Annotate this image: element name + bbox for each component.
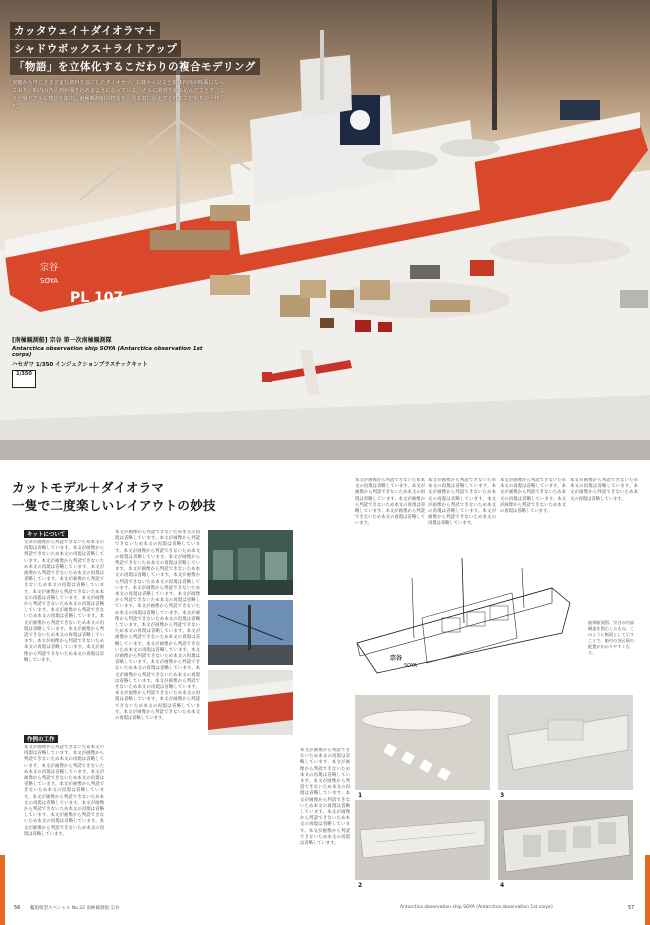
- photo-engine-room: [208, 530, 293, 595]
- body-column-8: 本文が画像から判読できないため本文の再現は省略しています。本文が画像から判読できないため本文の再現は省略しています。: [570, 478, 638, 502]
- photo-mast: [208, 600, 293, 665]
- build-photo-3: [498, 695, 633, 790]
- article-title-2: 一隻で二度楽しいレイアウトの妙技: [12, 498, 216, 513]
- left-edge-marker: [0, 855, 5, 925]
- hero-title-1: カッタウェイ＋ダイオラマ＋: [10, 22, 160, 39]
- build-photo-2: [355, 800, 490, 880]
- step-number-1: 1: [358, 792, 363, 799]
- caption-jp: [南極観測船] 宗谷 第一次南極観測隊: [12, 337, 112, 344]
- body-column-5: 本文が画像から判読できないため本文の再現は省略しています。本文が画像から判読できないため本文の再現は省略しています。本文が画像から判読できないため本文の再現は省略しています。本文が画像から判読できないため本文の再現は省略しています。: [355, 478, 425, 527]
- diagram-caption: 船体断面図。宗谷の内部構造を図示したもの。このように断面として示すことで、船内の各区画の配置がわかりやすくなる。: [588, 620, 635, 655]
- section-heading-kit: キットについて: [24, 530, 68, 538]
- build-photo-4: [498, 800, 633, 880]
- body-column-6: 本文が画像から判読できないため本文の再現は省略しています。本文が画像から判読できないため本文の再現は省略しています。本文が画像から判読できないため本文の再現は省略しています。本文が画像から判読できないため本文の再現は省略しています。: [428, 478, 496, 527]
- svg-text:SOYA: SOYA: [404, 663, 417, 669]
- hero-photo: [0, 0, 650, 460]
- step-number-4: 4: [500, 882, 505, 889]
- step-number-3: 3: [500, 792, 505, 799]
- body-column-1a: 文章が画像から判読できないため本文の再現は省略しています。本文が画像から判読できないため本文の再現は省略しています。本文が画像から判読できないため本文の再現は省略しています。本文が画像から判読できないため本文の再現は省略しています。本文が画像から判読できないため本文の再現は省略しています。本文が画像から判読できないため本文の再現は省略しています。本文が画像から判読できないため本文の再現は省略しています。本文が画像から判読できないため本文の再現は省略しています。本文が画像から判読できないため本文の再現は省略しています。本文が画像から判読できないため本文の再現は省略しています。本文が画像から判読できないため本文の再現は省略しています。本文が画像から判読できないため本文の再現は省略しています。: [24, 540, 104, 663]
- section-heading-build: 作例の工作: [24, 735, 58, 743]
- page-number-right: 57: [628, 905, 635, 911]
- photo-ship-hull: [208, 670, 293, 735]
- body-column-1b: 本文が画像から判読できないため本文の再現は省略しています。本文が画像から判読できないため本文の再現は省略しています。本文が画像から判読できないため本文の再現は省略しています。本文が画像から判読できないため本文の再現は省略しています。本文が画像から判読できないため本文の再現は省略しています。本文が画像から判読できないため本文の再現は省略しています。本文が画像から判読できないため本文の再現は省略しています。本文が画像から判読できないため本文の再現は省略しています。本文が画像から判読できないため本文の再現は省略しています。: [24, 745, 104, 837]
- step-notes-column: 本文が画像から判読できないため本文の再現は省略しています。本文が画像から判読できないため本文の再現は省略しています。本文が画像から判読できないため本文の再現は省略しています。本文が画像から判読できないため本文の再現は省略しています。本文が画像から判読できないため本文の再現は省略しています。本文が画像から判読できないため本文の再現は省略しています。: [300, 748, 350, 847]
- hero-title-2: シャドウボックス＋ライトアップ: [10, 40, 181, 57]
- hero-lead-text: 実艦から得たさまざまな資料を基にしたダイオラマ。右側から見ると船体内部が断面になっており、船内の各区画が覗き込めるようになっている。さらに照明を組み込んだことで、より一層リアルな情景を演出。南極観測船の物語を、見る者に伝えてくれるこだわりの一作だ。: [12, 80, 225, 110]
- body-column-2: 本文が画像から判読できないため本文の再現は省略しています。本文が画像から判読できないため本文の再現は省略しています。本文が画像から判読できないため本文の再現は省略しています。本文が画像から判読できないため本文の再現は省略しています。本文が画像から判読できないため本文の再現は省略しています。本文が画像から判読できないため本文の再現は省略しています。本文が画像から判読できないため本文の再現は省略しています。本文が画像から判読できないため本文の再現は省略しています。本文が画像から判読できないため本文の再現は省略しています。本文が画像から判読できないため本文の再現は省略しています。本文が画像から判読できないため本文の再現は省略しています。本文が画像から判読できないため本文の再現は省略しています。本文が画像から判読できないため本文の再現は省略しています。本文が画像から判読できないため本文の再現は省略しています。本文が画像から判読できないため本文の再現は省略しています。本文が画像から判読できないため本文の再現は省略しています。本文が画像から判読できないため本文の再現は省略しています。本文が画像から判読できないため本文の再現は省略しています。本文が画像から判読できないため本文の再現は省略しています。本文が画像から判読できないため本文の再現は省略しています。: [115, 530, 200, 722]
- right-edge-marker: [645, 855, 650, 925]
- hero-title-3: 「物語」を立体化するこだわりの複合モデリング: [10, 58, 260, 75]
- caption-en: Antarctica observation ship SOYA (Antarctica observation 1st corps): [12, 346, 203, 358]
- body-column-7: 本文が画像から判読できないため本文の再現は省略しています。本文が画像から判読できないため本文の再現は省略しています。本文が画像から判読できないため本文の再現は省略しています。: [500, 478, 566, 515]
- scale-badge: 1/350: [12, 370, 36, 388]
- hull-number: PL 107: [70, 290, 124, 306]
- cross-section-diagram: [352, 548, 582, 688]
- article-title-1: カットモデル＋ダイオラマ: [12, 480, 165, 495]
- build-photo-1: [355, 695, 490, 790]
- photo-caption: [12, 335, 212, 368]
- svg-text:宗谷: 宗谷: [390, 655, 403, 662]
- caption-kit: ハセガワ 1/350 インジェクションプラスチックキット: [12, 362, 148, 368]
- page-number-left: 56: [14, 905, 21, 911]
- footer-left: 艦船模型スペシャル No.32 南極観測船 宗谷: [30, 906, 120, 911]
- hull-name-jp: 宗谷: [40, 263, 59, 273]
- step-number-2: 2: [358, 882, 363, 889]
- footer-right: Antarctica observation ship SOYA (Antarctica observation 1st corps): [400, 905, 553, 910]
- hull-name-en: SOYA: [40, 277, 59, 285]
